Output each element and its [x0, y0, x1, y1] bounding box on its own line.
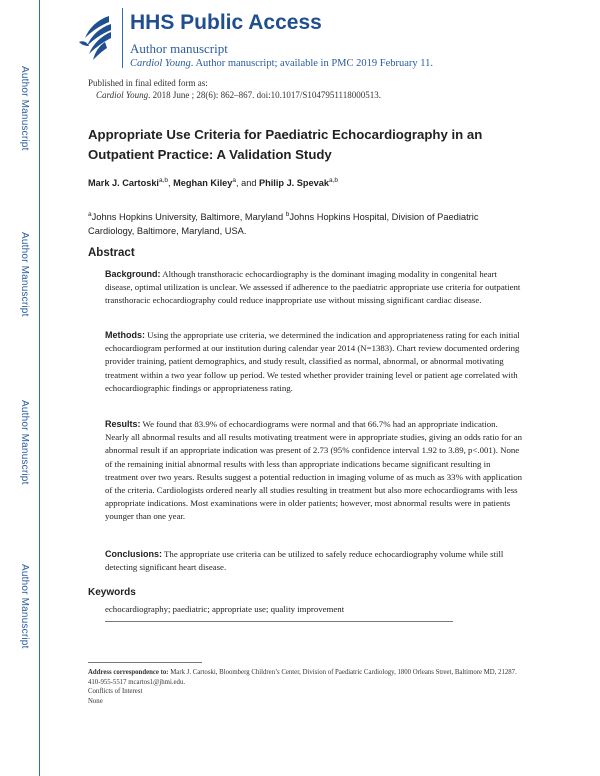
sidebar-label-author-manuscript: Author Manuscript [19, 66, 30, 151]
hhs-eagle-logo-icon [75, 12, 115, 64]
affiliation-a: Johns Hopkins University, Baltimore, Maryland [91, 212, 286, 223]
abstract-methods [105, 329, 523, 395]
conflicts-label: Conflicts of Interest [88, 688, 143, 696]
citation-journal: Cardiol Young [96, 90, 149, 100]
background-text: Although transthoracic echocardiography is the dominant imaging modality in congenital heart disease, optimal utilization is unclear. We assessed if adherence to the paediatric appropriate use criteria for outpatient transthoracic echocardiography could reduce inappropriate use without missing significant cardiac disease. [105, 269, 521, 306]
affil-sup-a: a [88, 211, 92, 218]
affiliations [88, 208, 518, 238]
author-separator: , and [236, 178, 259, 189]
article-title: Appropriate Use Criteria for Paediatric Echocardiography in an Outpatient Practice: A Validation Study [88, 127, 483, 162]
conflicts-value: None [88, 697, 103, 705]
affiliation-b: Johns Hopkins Hospital, Division of Paediatric Cardiology, Baltimore, Maryland, USA. [88, 212, 479, 236]
keywords-heading: Keywords [88, 587, 136, 598]
sidebar-label-author-manuscript: Author Manuscript [19, 232, 30, 317]
sidebar-label-author-manuscript: Author Manuscript [19, 564, 30, 649]
author-list [88, 177, 338, 188]
methods-label: Methods: [105, 330, 145, 340]
author-affil-sup: a,b [158, 177, 169, 184]
keywords-divider [105, 621, 453, 622]
conclusions-text: The appropriate use criteria can be utilized to safely reduce echocardiography volume while still detecting significant heart disease. [105, 549, 504, 573]
affil-sup-b: b [285, 211, 290, 218]
header-divider [122, 8, 123, 68]
keywords-list: echocardiography; paediatric; appropriate use; quality improvement [105, 604, 345, 614]
footnote-divider [88, 662, 202, 663]
author-name: Meghan Kiley [173, 178, 233, 189]
abstract-results [105, 418, 523, 524]
correspondence-label: Address correspondence to: [88, 669, 169, 676]
published-in-label: Published in final edited form as: [88, 78, 208, 88]
results-label: Results: [105, 419, 141, 429]
background-label: Background: [105, 269, 161, 279]
author-manuscript-label: Author manuscript [130, 41, 228, 56]
author-name: Mark J. Cartoski [88, 178, 159, 189]
sidebar-label-author-manuscript: Author Manuscript [19, 400, 30, 485]
author-separator: , [168, 178, 174, 189]
hhs-public-access-title: HHS Public Access [130, 11, 322, 34]
citation [96, 90, 381, 100]
correspondence-text: Mark J. Cartoski, Bloomberg Children’s Center, Division of Paediatric Cardiology, 1800 Orleans Street, Baltimore MD, 21287. 410-955-5517 mcartos1@jhmi.edu. [88, 669, 517, 686]
abstract-conclusions [105, 548, 523, 574]
author-affil-sup: a [232, 177, 236, 184]
journal-name: Cardiol Young [130, 58, 191, 69]
correspondence [88, 668, 528, 687]
sidebar-divider [39, 0, 40, 776]
abstract-background [105, 268, 523, 308]
author-name: Philip J. Spevak [259, 178, 329, 189]
methods-text: Using the appropriate use criteria, we determined the indication and appropriateness rating for each initial echocardiogram performed at our institution during calendar year 2014 (N=1383). Chart review documented ordering provider training, patient demographics, and study result, classified as normal, abnormal, or abnormal motivating treatment within a two year follow up period. We tested whether provider training level or patient age correlated with echocardiographic findings or appropriateness rating. [105, 330, 520, 393]
results-text: We found that 83.9% of echocardiograms were normal and that 66.7% had an appropriate indication. Nearly all abnormal results and all results motivating treatment were in appropriate studies, giving an odds ratio for an abnormal result if an appropriate indication was present of 2.73 (95% confidence interval 1.92 to 3.89, p<.001). None of the remaining initial abnormal results with less than appropriate indications became significant resulting in treatment over two years. Results suggest a potential reduction in imaging volume of as much as 33% with application of the criteria. Cardiologists ordered nearly all studies resulting in treatment but also more echocardiograms with less appropriate indications. Most examinations were in older patients; however, most abnormal results were in patients younger than one year. [105, 419, 523, 522]
footnote [88, 668, 528, 706]
abstract-heading: Abstract [88, 247, 135, 259]
journal-availability [130, 58, 433, 69]
conclusions-label: Conclusions: [105, 549, 163, 559]
citation-details: . 2018 June ; 28(6): 862–867. doi:10.1017/S1047951118000513. [148, 90, 381, 100]
author-affil-sup: a,b [328, 177, 339, 184]
availability-text: . Author manuscript; available in PMC 2019 February 11. [190, 58, 434, 69]
